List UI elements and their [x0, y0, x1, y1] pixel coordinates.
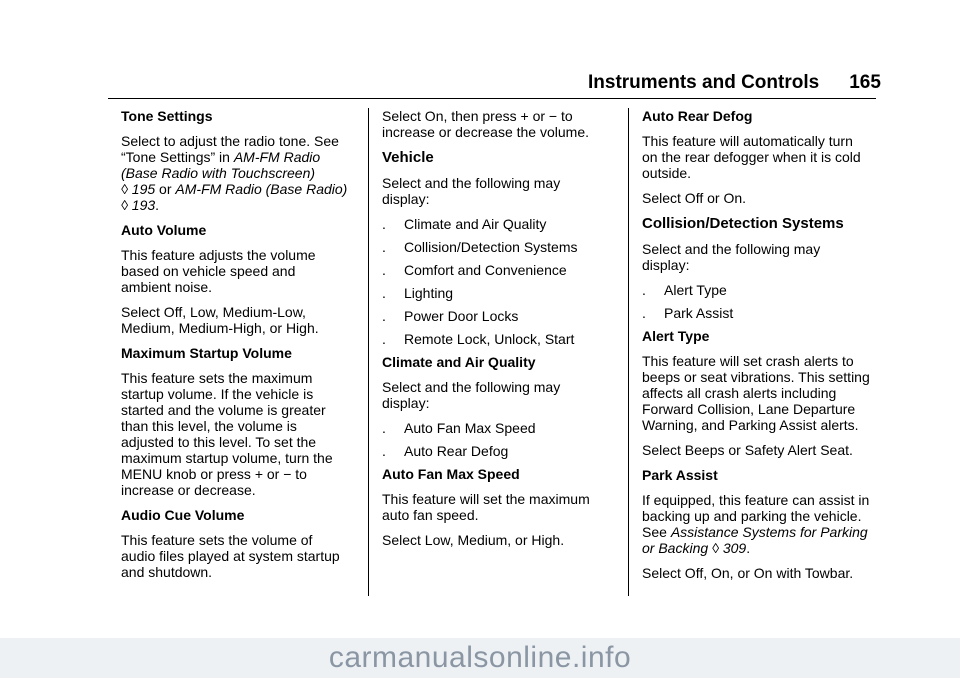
vehicle-heading: Vehicle [382, 149, 434, 166]
page-header [588, 72, 881, 94]
list-item: . Power Door Locks [382, 308, 519, 324]
list-item: . Auto Rear Defog [382, 443, 509, 459]
tone-settings-heading: Tone Settings [121, 108, 213, 124]
rear-defog-heading: Auto Rear Defog [642, 108, 753, 124]
auto-volume-text-1: This feature adjusts the volume based on vehicle speed and ambient noise. [121, 247, 316, 295]
collision-intro: Select and the following may display: [642, 241, 821, 273]
list-item: . Park Assist [642, 305, 734, 321]
list-item: . Alert Type [642, 282, 727, 298]
list-item: . Collision/Detection Systems [382, 239, 578, 255]
climate-intro: Select and the following may display: [382, 379, 561, 411]
rear-defog-text-2: Select Off or On. [642, 190, 747, 206]
header-rule [108, 98, 876, 99]
audio-cue-heading: Audio Cue Volume [121, 507, 245, 523]
park-assist-text: If equipped, this feature can assist in backing up and parking the vehicle. See Assistance Systems for Parking or Backing ◊ 309. [642, 492, 870, 556]
fan-speed-heading: Auto Fan Max Speed [382, 466, 520, 482]
section-title: Instruments and Controls [588, 72, 820, 93]
list-item: . Comfort and Convenience [382, 262, 567, 278]
tone-settings-text: Select to adjust the radio tone. See “Tone Settings” in AM-FM Radio (Base Radio with Touchscreen) ◊ 195 or AM-FM Radio (Base Radio) ◊ 193. [121, 133, 348, 213]
list-item: . Lighting [382, 285, 454, 301]
park-page-ref[interactable]: ◊ 309 [712, 540, 747, 556]
watermark-footer: carmanualsonline.info [0, 638, 960, 678]
page-number: 165 [849, 72, 881, 93]
tone-page-ref-2[interactable]: ◊ 193 [121, 197, 156, 213]
climate-heading: Climate and Air Quality [382, 354, 536, 370]
list-item: . Climate and Air Quality [382, 216, 547, 232]
column-1 [121, 108, 349, 589]
rear-defog-text-1: This feature will automatically turn on the rear defogger when it is cold outside. [642, 133, 861, 181]
tone-ref-link-2[interactable]: AM-FM Radio (Base Radio) [175, 181, 348, 197]
vehicle-intro: Select and the following may display: [382, 175, 561, 207]
auto-volume-heading: Auto Volume [121, 222, 207, 238]
tone-page-ref-1[interactable]: ◊ 195 [121, 181, 156, 197]
fan-speed-text-2: Select Low, Medium, or High. [382, 532, 565, 548]
auto-volume-text-2: Select Off, Low, Medium-Low, Medium, Medium-High, or High. [121, 304, 319, 336]
max-startup-text: This feature sets the maximum startup volume. If the vehicle is started and the volume is greater than this level, the volume is adjusted to this level. To set the maximum startup volume, turn the MENU knob or press + or − to increase or decrease. [121, 370, 333, 498]
park-assist-text-2: Select Off, On, or On with Towbar. [642, 565, 854, 581]
park-assist-heading: Park Assist [642, 467, 718, 483]
list-item: . Auto Fan Max Speed [382, 420, 536, 436]
column-2 [382, 108, 610, 557]
park-ref-link[interactable]: Assistance Systems for Parking or Backing [642, 524, 868, 556]
volume-intro-text: Select On, then press + or − to increase or decrease the volume. [382, 108, 589, 140]
max-startup-heading: Maximum Startup Volume [121, 345, 292, 361]
audio-cue-text: This feature sets the volume of audio files played at system startup and shutdown. [121, 532, 340, 580]
column-3 [642, 108, 870, 590]
collision-heading: Collision/Detection Systems [642, 215, 844, 232]
column-divider-2 [628, 108, 629, 596]
alert-type-heading: Alert Type [642, 328, 710, 344]
fan-speed-text-1: This feature will set the maximum auto fan speed. [382, 491, 590, 523]
column-divider-1 [368, 108, 369, 596]
list-item: . Remote Lock, Unlock, Start [382, 331, 575, 347]
alert-type-text-1: This feature will set crash alerts to beeps or seat vibrations. This setting affects all crash alerts including Forward Collision, Lane Departure Warning, and Parking Assist alerts. [642, 353, 870, 433]
tone-ref-link-1[interactable]: AM-FM Radio (Base Radio with Touchscreen) [121, 149, 321, 181]
alert-type-text-2: Select Beeps or Safety Alert Seat. [642, 442, 853, 458]
